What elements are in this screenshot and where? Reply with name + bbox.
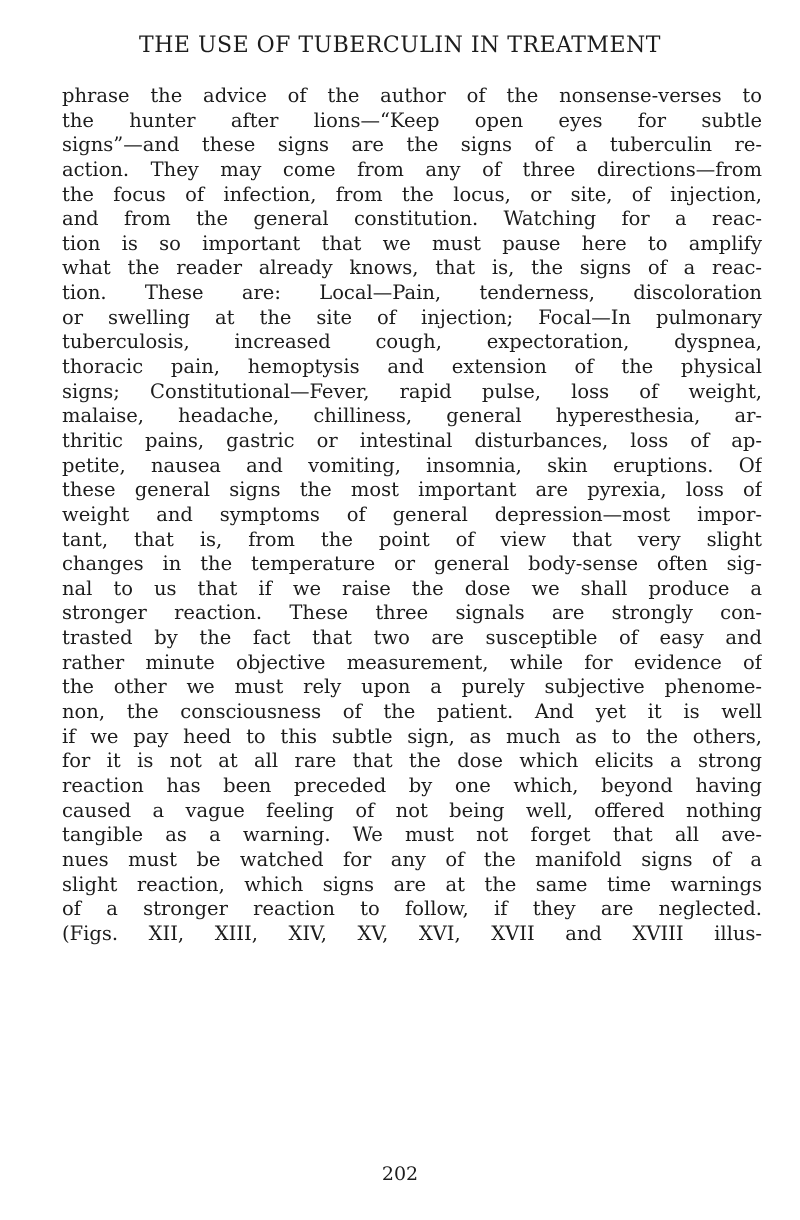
text-line: changes in the temperature or general body-sense often sig- xyxy=(62,552,762,576)
text-line: what the reader already knows, that is, the signs of a reac- xyxy=(62,256,762,280)
text-line: thoracic pain, hemoptysis and extension of the physical xyxy=(62,355,762,379)
text-line: malaise, headache, chilliness, general hyperesthesia, ar- xyxy=(62,404,762,428)
text-line: weight and symptoms of general depression—most impor- xyxy=(62,502,762,526)
text-line: stronger reaction. These three signals are strongly con- xyxy=(62,601,762,625)
text-line: trasted by the fact that two are susceptible of easy and xyxy=(62,626,762,650)
text-line: rather minute objective measurement, while for evidence of xyxy=(62,650,762,674)
body-paragraph xyxy=(62,84,762,946)
text-line: for it is not at all rare that the dose which elicits a strong xyxy=(62,749,762,773)
text-line: phrase the advice of the author of the nonsense-verses to xyxy=(62,84,762,107)
text-line: signs; Constitutional—Fever, rapid pulse, loss of weight, xyxy=(62,379,762,403)
text-line: reaction has been preceded by one which, beyond having xyxy=(62,773,762,797)
text-line: tangible as a warning. We must not forget that all ave- xyxy=(62,823,762,847)
text-line: the hunter after lions—“Keep open eyes for subtle xyxy=(62,108,762,132)
text-line: petite, nausea and vomiting, insomnia, skin eruptions. Of xyxy=(62,453,762,477)
text-line: tion. These are: Local—Pain, tenderness, discoloration xyxy=(62,281,762,305)
text-line: or swelling at the site of injection; Focal—In pulmonary xyxy=(62,305,762,329)
text-line: caused a vague feeling of not being well, offered nothing xyxy=(62,798,762,822)
text-line: slight reaction, which signs are at the same time warnings xyxy=(62,872,762,896)
text-line: and from the general constitution. Watching for a reac- xyxy=(62,207,762,231)
text-line: of a stronger reaction to follow, if they are neglected. xyxy=(62,897,762,921)
text-line: non, the consciousness of the patient. And yet it is well xyxy=(62,700,762,724)
text-line: the focus of infection, from the locus, or site, of injection, xyxy=(62,182,762,206)
page-number: 202 xyxy=(381,1163,419,1185)
text-line: tion is so important that we must pause here to amplify xyxy=(62,231,762,255)
text-line: signs”—and these signs are the signs of a tuberculin re- xyxy=(62,133,762,157)
text-line: thritic pains, gastric or intestinal disturbances, loss of ap- xyxy=(62,428,762,452)
text-line: (Figs. XII, XIII, XIV, XV, XVI, XVII and XVIII illus- xyxy=(62,921,762,945)
text-line: tuberculosis, increased cough, expectoration, dyspnea, xyxy=(62,330,762,354)
running-head: THE USE OF TUBERCULIN IN TREATMENT xyxy=(139,33,661,58)
text-line: if we pay heed to this subtle sign, as much as to the others, xyxy=(62,724,762,748)
text-line: action. They may come from any of three directions—from xyxy=(62,157,762,181)
text-line: nal to us that if we raise the dose we shall produce a xyxy=(62,576,762,600)
text-line: nues must be watched for any of the manifold signs of a xyxy=(62,847,762,871)
text-line: the other we must rely upon a purely subjective phenome- xyxy=(62,675,762,699)
text-line: tant, that is, from the point of view that very slight xyxy=(62,527,762,551)
text-line: these general signs the most important are pyrexia, loss of xyxy=(62,478,762,502)
